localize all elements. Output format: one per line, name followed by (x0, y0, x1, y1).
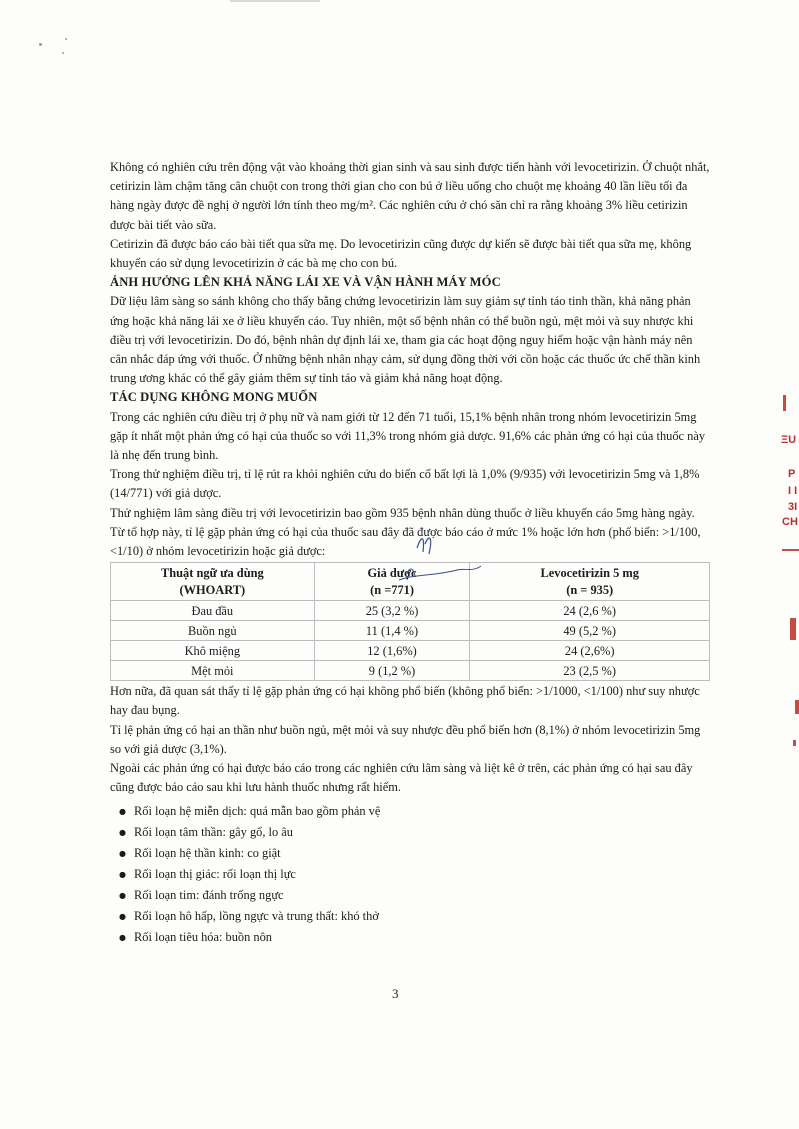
paragraph-uncommon-reactions: Hơn nữa, đã quan sát thấy tỉ lệ gặp phản ứng có hại không phổ biến (không phổ biến: >1/1000, <1/100) như suy nhược hay đau bụng. (110, 684, 700, 718)
paragraph-adverse-1: Trong các nghiên cứu điều trị ở phụ nữ và nam giới từ 12 đến 71 tuổi, 15,1% bệnh nhân trong nhóm levocetirizin 5mg gặp ít nhất một phản ứng có hại của thuốc so với 11,3% trong nhóm giả dược. 91,6% các phản ứng có hại của thuốc này là nhẹ đến trung bình. (110, 409, 706, 463)
table-cell: Khô miệng (111, 641, 315, 661)
paragraph-adverse-3: Thử nghiệm lâm sàng điều trị với levocetirizin bao gồm 935 bệnh nhân dùng thuốc ở liều khuyến cáo 5mg hàng ngày. Từ tổ hợp này, tỉ lệ gặp phản ứng có hại của thuốc sau đây đã được báo cáo ở mức 1% hoặc lớn hơn (phổ biến: >1/100, <1/10) ở nhóm levocetirizin hoặc giả dược: (110, 505, 701, 559)
list-item: ● Rối loạn tim: đánh trống ngực (134, 885, 710, 906)
list-item: ● Rối loạn tâm thần: gây gổ, lo âu (134, 822, 710, 843)
list-item: ● Rối loạn hệ thần kinh: co giật (134, 843, 710, 864)
table-header-levocetirizin: Levocetirizin 5 mg (n = 935) (470, 563, 710, 601)
stamp-edge (783, 395, 786, 411)
table-row (111, 641, 710, 661)
table-cell: 9 (1,2 %) (314, 661, 470, 681)
list-item: ● Rối loạn hệ miễn dịch: quá mẫn bao gồm phản vệ (134, 801, 710, 822)
table-cell: 25 (3,2 %) (314, 601, 470, 621)
table-cell: Đau đầu (111, 601, 315, 621)
paragraph-postmarketing: Ngoài các phản ứng có hại được báo cáo trong các nghiên cứu lâm sàng và liệt kê ở trên, các phản ứng có hại sau đây cũng được báo cáo sau khi lưu hành thuốc nhưng rất hiếm. (110, 761, 693, 795)
scan-smudge (230, 0, 320, 2)
table-cell: Buồn ngủ (111, 621, 315, 641)
page-number: 3 (392, 986, 399, 1001)
paragraph-adverse-2: Trong thử nghiệm điều trị, tỉ lệ rút ra khỏi nghiên cứu do biến cố bất lợi là 1,0% (9/935) với levocetirizin 5mg và 1,8% (14/771) với giả dược. (110, 467, 700, 501)
table-cell: 11 (1,4 %) (314, 621, 470, 641)
table-row (111, 601, 710, 621)
table-cell: 24 (2,6%) (470, 641, 710, 661)
scan-speck (39, 43, 42, 46)
scan-speck (62, 52, 64, 54)
table-cell: 49 (5,2 %) (470, 621, 710, 641)
table-header-term: Thuật ngữ ưa dùng (WHOART) (111, 563, 315, 601)
table-row (111, 661, 710, 681)
stamp-edge (795, 700, 799, 714)
stamp-fragment: 3I (788, 501, 798, 513)
stamp-edge (782, 549, 799, 551)
list-item: ● Rối loạn hô hấp, lồng ngực và trung thất: khó thở (134, 906, 710, 927)
table-cell: 12 (1,6%) (314, 641, 470, 661)
paragraph-breastfeeding: Cetirizin đã được báo cáo bài tiết qua sữa mẹ. Do levocetirizin cũng được dự kiến sẽ được bài tiết qua sữa mẹ, không khuyến cáo sử dụng levocetirizin ở các bà mẹ cho con bú. (110, 236, 692, 271)
postmarketing-list (110, 801, 710, 948)
paragraph-animal-studies: Không có nghiên cứu trên động vật vào khoảng thời gian sinh và sau sinh được tiến hành với levocetirizin. Ở chuột nhắt, cetirizin làm chậm tăng cân chuột con trong thời gian cho con bú ở liều uống cho chuột mẹ khoảng 40 lần liều tối đa hàng ngày được đề nghị ở người lớn tính theo mg/m². Các nghiên cứu ở chó săn chỉ ra rằng khoảng 3% liều cetirizin được bài tiết vào sữa. (110, 160, 710, 232)
handwritten-mark (395, 530, 485, 585)
list-item: ● Rối loạn thị giác: rối loạn thị lực (134, 864, 710, 885)
stamp-fragment: CH (782, 516, 798, 528)
paragraph-driving: Dữ liệu lâm sàng so sánh không cho thấy bằng chứng levocetirizin làm suy giảm sự tỉnh táo tinh thần, khả năng phản ứng hoặc khả năng lái xe ở liều khuyến cáo. Tuy nhiên, một số bệnh nhân có thể buồn ngủ, mệt mỏi và suy nhược khi điều trị với levocetirizin. Do đó, bệnh nhân dự định lái xe, tham gia các hoạt động nguy hiểm hoặc vận hành máy nên cân nhắc đáp ứng với thuốc. Ở những bệnh nhân nhạy cảm, sử dụng đồng thời với cồn hoặc các thuốc ức chế thần kinh trung ương khác có thể gây giảm thêm sự tỉnh táo và giảm khả năng hoạt động. (110, 294, 701, 386)
stamp-fragment: I I (788, 485, 798, 497)
scan-speck (65, 38, 67, 40)
stamp-fragment: ΞU (781, 434, 797, 446)
stamp-edge (790, 618, 796, 640)
paragraph-sedation: Tỉ lệ phản ứng có hại an thần như buồn ngủ, mệt mỏi và suy nhược đều phổ biến hơn (8,1%) ở nhóm levocetirizin 5mg so với giả dược (3,1%). (110, 722, 701, 756)
stamp-fragment: P (788, 468, 796, 480)
heading-driving-machinery: ẢNH HƯỞNG LÊN KHẢ NĂNG LÁI XE VÀ VẬN HÀNH MÁY MÓC (110, 275, 501, 290)
table-header-placebo: Giả dược (n =771) (314, 563, 470, 601)
table-row (111, 621, 710, 641)
table-cell: 23 (2,5 %) (470, 661, 710, 681)
stamp-edge (793, 740, 796, 746)
table-cell: 24 (2,6 %) (470, 601, 710, 621)
heading-adverse-effects: TÁC DỤNG KHÔNG MONG MUỐN (110, 390, 318, 405)
table-cell: Mệt mỏi (111, 661, 315, 681)
list-item: ● Rối loạn tiêu hóa: buồn nôn (134, 927, 710, 948)
